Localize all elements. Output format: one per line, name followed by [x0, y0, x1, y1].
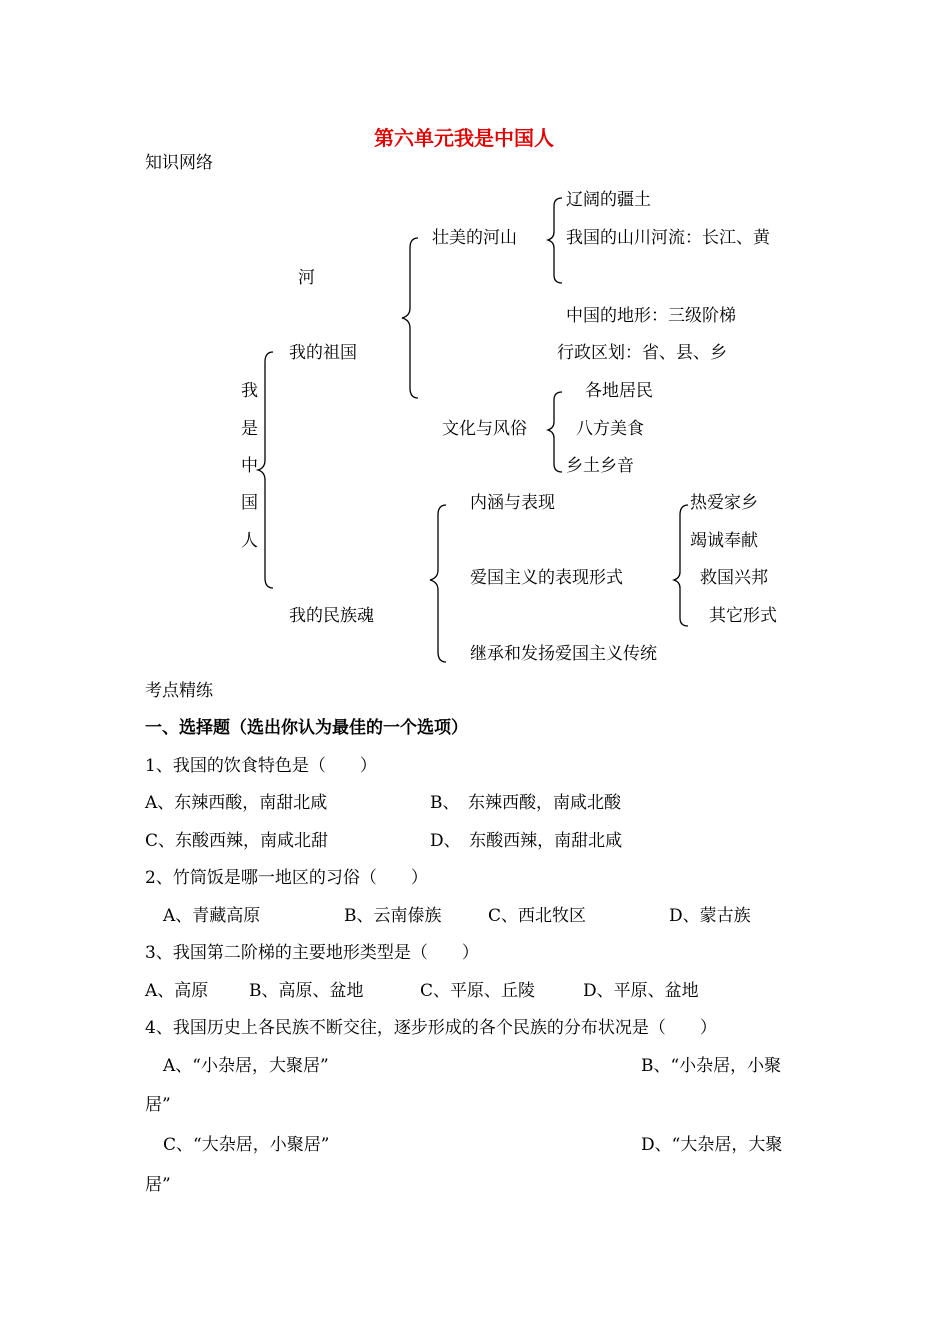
question-2-option-d: D、蒙古族 — [669, 906, 751, 926]
section-practice-heading: 考点精练 — [145, 681, 213, 701]
network-node-save-nation: 救国兴邦 — [700, 568, 768, 588]
question-3-option-b: B、高原、盆地 — [249, 981, 364, 1001]
question-1-option-a: A、东辣西酸，南甜北咸 — [145, 793, 328, 813]
brace-culture — [548, 392, 562, 472]
question-2-option-c: C、西北牧区 — [488, 906, 587, 926]
network-root-char-3: 中 — [241, 456, 258, 476]
question-4-option-a: A、“小杂居，大聚居” — [163, 1056, 329, 1076]
question-4-stem: 4、我国历史上各民族不断交往，逐步形成的各个民族的分布状况是（ ） — [145, 1018, 717, 1038]
brace-forms — [674, 505, 688, 626]
network-root-char-5: 人 — [241, 531, 258, 551]
brace-spirit — [430, 505, 446, 662]
question-1-stem: 1、我国的饮食特色是（ ） — [145, 756, 377, 776]
network-node-connotation: 内涵与表现 — [470, 493, 555, 513]
page-title: 第六单元我是中国人 — [374, 126, 554, 150]
question-4-option-d: D、“大杂居，大聚 — [641, 1135, 783, 1155]
brace-motherland — [402, 238, 418, 398]
network-root-char-4: 国 — [241, 493, 258, 513]
section-knowledge-heading: 知识网络 — [145, 153, 213, 173]
section-choice-heading: 一、选择题（选出你认为最佳的一个选项） — [145, 718, 468, 738]
network-node-motherland: 我的祖国 — [289, 343, 357, 363]
network-node-territory: 辽阔的疆土 — [566, 190, 651, 210]
question-3-option-c: C、平原、丘陵 — [420, 981, 536, 1001]
question-4-option-d-cont: 居” — [145, 1175, 171, 1195]
question-2-option-b: B、云南傣族 — [344, 906, 442, 926]
network-root-char-1: 我 — [241, 381, 258, 401]
network-node-dialect: 乡土乡音 — [566, 456, 634, 476]
network-node-terrain: 中国的地形：三级阶梯 — [566, 306, 736, 326]
brace-root — [258, 352, 273, 588]
question-3-option-d: D、平原、盆地 — [583, 981, 699, 1001]
network-node-spirit: 我的民族魂 — [289, 606, 374, 626]
question-2-option-a: A、青藏高原 — [163, 906, 261, 926]
network-node-devotion: 竭诚奉献 — [690, 531, 758, 551]
network-root-char-2: 是 — [241, 419, 258, 439]
network-node-rivers-cont: 河 — [298, 268, 315, 288]
network-node-divisions: 行政区划：省、县、乡 — [557, 343, 727, 363]
network-node-rivers: 我国的山川河流：长江、黄 — [566, 228, 770, 248]
question-1-option-d: D、 东酸西辣，南甜北咸 — [430, 831, 623, 851]
question-4-option-b-cont: 居” — [145, 1095, 171, 1115]
network-node-forms: 爱国主义的表现形式 — [470, 568, 623, 588]
brace-mountains — [548, 198, 562, 283]
question-3-stem: 3、我国第二阶梯的主要地形类型是（ ） — [145, 943, 479, 963]
question-2-stem: 2、竹筒饭是哪一地区的习俗（ ） — [145, 868, 428, 888]
network-node-food: 八方美食 — [576, 419, 644, 439]
question-4-option-b: B、“小杂居，小聚 — [641, 1056, 782, 1076]
network-node-culture: 文化与风俗 — [442, 419, 527, 439]
question-1-option-b: B、 东辣西酸，南咸北酸 — [430, 793, 621, 813]
question-1-option-c: C、东酸西辣，南咸北甜 — [145, 831, 329, 851]
network-node-residents: 各地居民 — [585, 381, 653, 401]
network-node-inherit: 继承和发扬爱国主义传统 — [470, 644, 657, 664]
network-node-other-forms: 其它形式 — [709, 606, 777, 626]
network-node-mountains: 壮美的河山 — [432, 228, 517, 248]
question-3-option-a: A、高原 — [145, 981, 209, 1001]
network-node-love-home: 热爱家乡 — [690, 493, 758, 513]
question-4-option-c: C、“大杂居，小聚居” — [163, 1135, 330, 1155]
